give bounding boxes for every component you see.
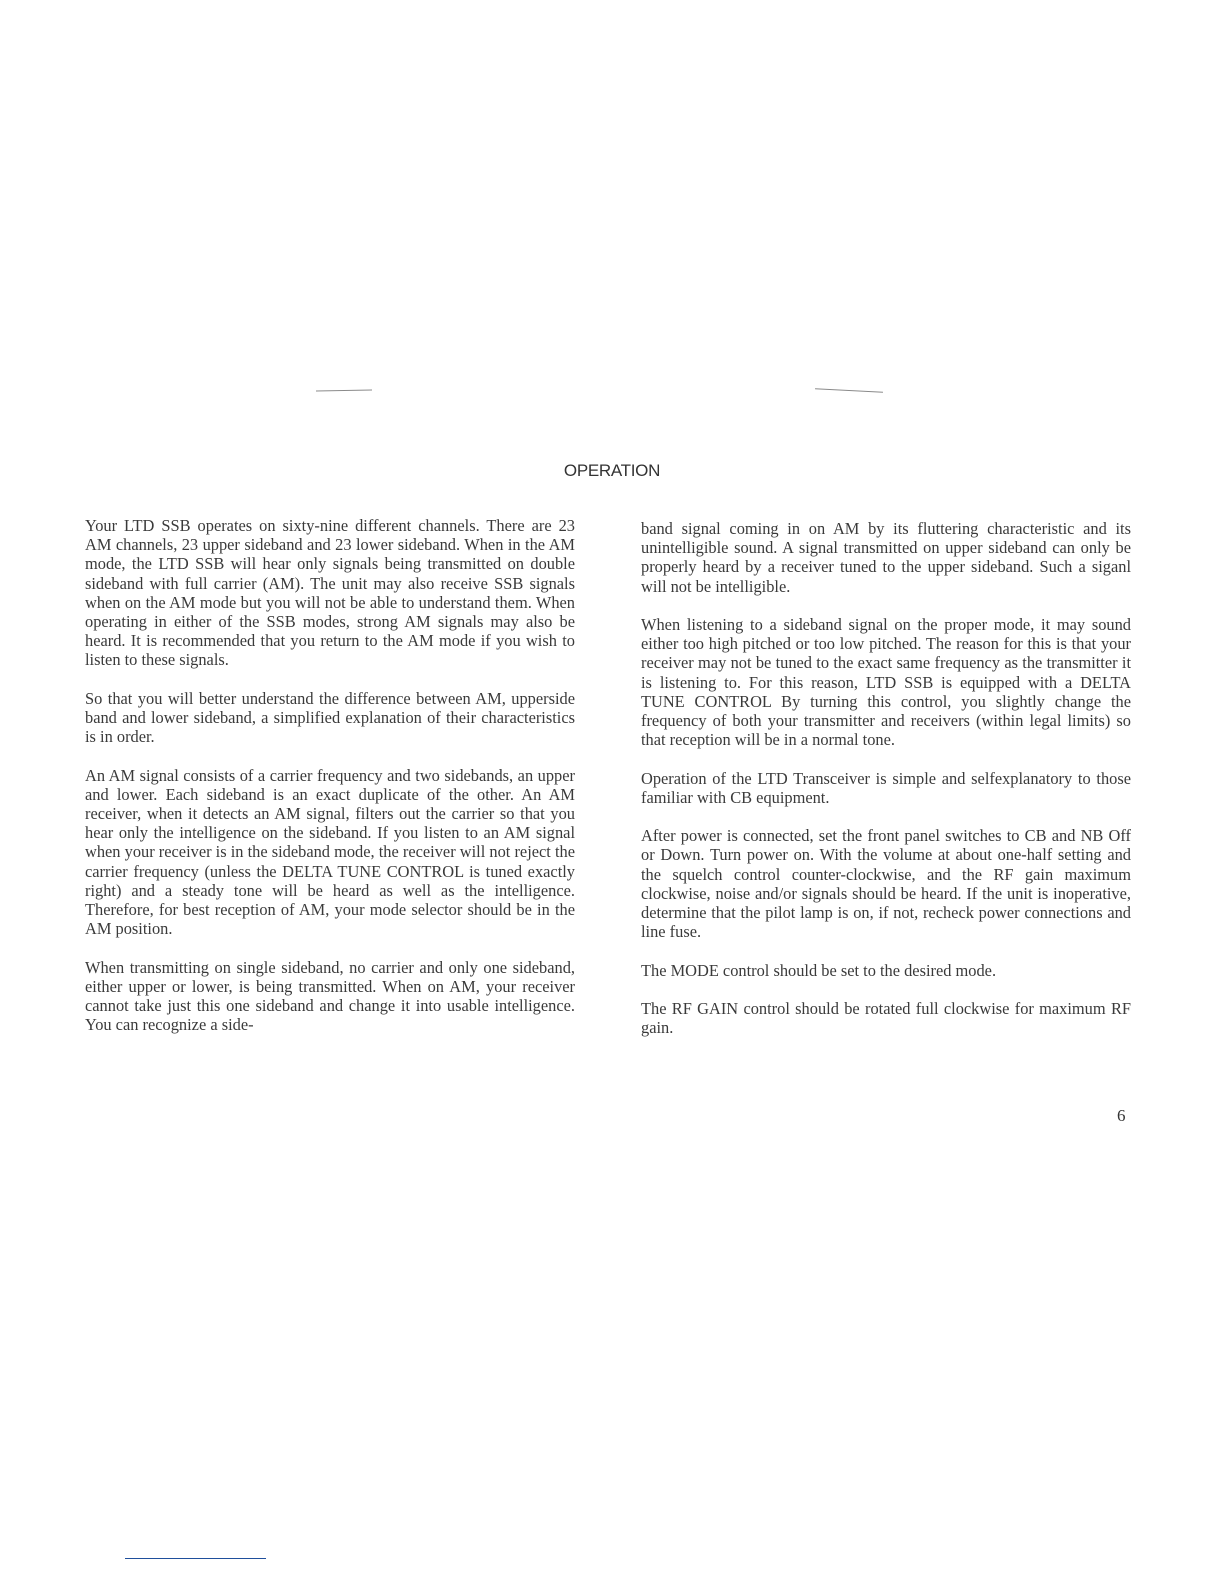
- paragraph-channels: Your LTD SSB operates on sixty-nine different channels. There are 23 AM channels, 23 upper sideband and 23 lower sideband. When in the AM mode, the LTD SSB will hear only signals being transmitted on double sideband with full carrier (AM). The unit may also receive SSB signals when on the AM mode but you will not be able to understand them. When operating in either of the SSB modes, strong AM signals may also be heard. It is recommended that you return to the AM mode if you wish to listen to these signals.: [85, 516, 575, 670]
- paragraph-single-sideband: When transmitting on single sideband, no carrier and only one sideband, either upper or lower, is being transmitted. When on AM, your receiver cannot take just this one sideband and change it into usable intelligence. You can recognize a side-: [85, 957, 575, 1035]
- footer-rule: [125, 1558, 266, 1559]
- left-column: [85, 516, 575, 1054]
- page-title: OPERATION: [563, 461, 661, 480]
- paragraph-operation: Operation of the LTD Transceiver is simple and selfexplanatory to those familiar with CB equipment.: [641, 768, 1131, 807]
- scan-artifact-left: [316, 390, 372, 392]
- paragraph-am-signal: An AM signal consists of a carrier frequency and two sidebands, an upper and lower. Each sideband is an exact duplicate of the other. An AM receiver, when it detects an AM signal, filters out the carrier so that you hear only the intelligence on the sideband. If you listen to an AM signal when your receiver is in the sideband mode, the receiver will not reject the carrier frequency (unless the DELTA TUNE CONTROL is tuned exactly right) and a steady tone will be heard as well as the intelligence. Therefore, for best reception of AM, your mode selector should be in the AM position.: [85, 765, 575, 939]
- right-column: [641, 519, 1131, 1057]
- page-number: 6: [1117, 1106, 1126, 1125]
- paragraph-delta-tune: When listening to a sideband signal on the proper mode, it may sound either too high pitched or too low pitched. The reason for this is that your receiver may not be tuned to the exact same frequency as the transmitter it is listening to. For this reason, LTD SSB is equipped with a DELTA TUNE CONTROL By turning this control, you slightly change the frequency of both your transmitter and receivers (within legal limits) so that reception will be in a normal tone.: [641, 615, 1131, 750]
- paragraph-rf-gain: The RF GAIN control should be rotated full clockwise for maximum RF gain.: [641, 999, 1131, 1038]
- paragraph-difference: So that you will better understand the difference between AM, upperside band and lower sideband, a simplified explanation of their characteristics is in order.: [85, 688, 575, 747]
- scan-artifact-right: [815, 388, 883, 393]
- paragraph-sideband-signal: band signal coming in on AM by its fluttering characteristic and its unintelligible sound. A signal transmitted on upper sideband can only be properly heard by a receiver tuned to the upper sideband. Such a siganl will not be intelligible.: [641, 519, 1131, 596]
- paragraph-mode-control: The MODE control should be set to the desired mode.: [641, 960, 997, 980]
- paragraph-power-on: After power is connected, set the front panel switches to CB and NB Off or Down. Turn power on. With the volume at about one-half setting and the squelch control counter-clockwise, and the RF gain maximum clockwise, noise and/or signals should be heard. If the unit is inoperative, determine that the pilot lamp is on, if not, recheck power connections and line fuse.: [641, 826, 1131, 942]
